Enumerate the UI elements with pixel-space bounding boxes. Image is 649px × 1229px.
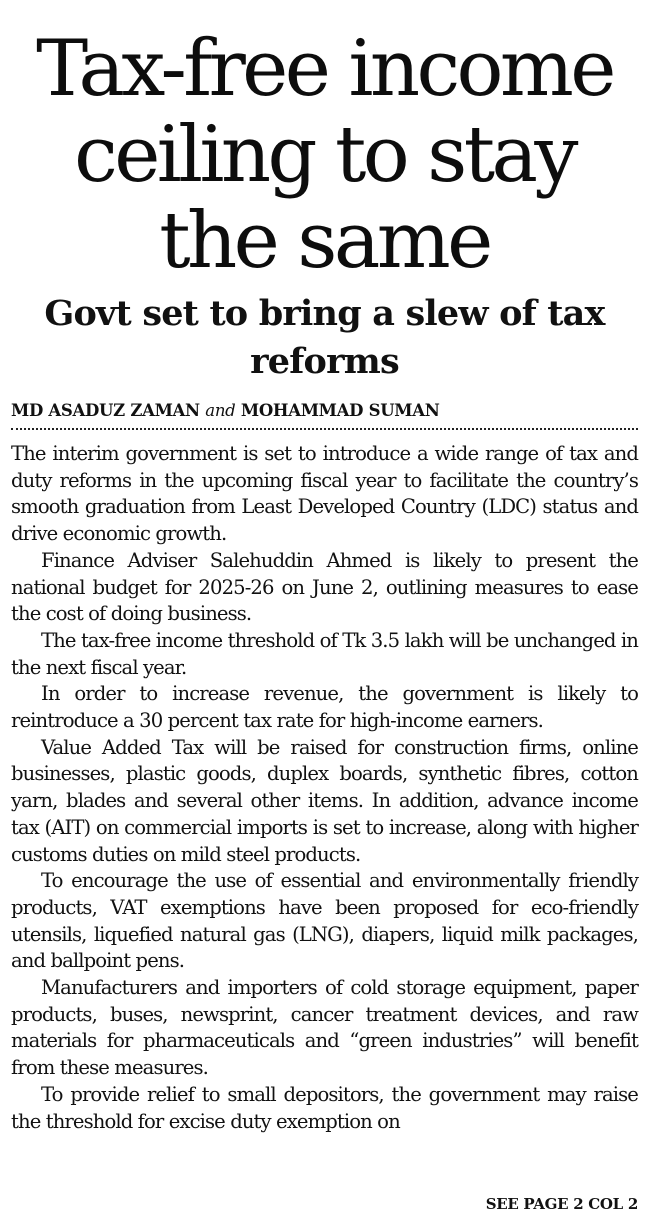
article-paragraph: To provide relief to small depositors, the government may raise the threshold for excise duty exemption on	[11, 1082, 638, 1133]
subheadline: Govt set to bring a slew of tax reforms	[44, 293, 605, 382]
article-paragraph: Manufacturers and importers of cold storage equipment, paper products, buses, newsprint, cancer treatment devices, and raw materials for pharmaceuticals and “green industries” will benefit from these measures.	[11, 976, 638, 1080]
byline-conjunction: and	[205, 401, 236, 420]
headline: Tax-free income ceiling to stay the same	[36, 24, 613, 286]
article-paragraph: The interim government is set to introduce a wide range of tax and duty reforms in the upcoming fiscal year to facilitate the country’s smooth graduation from Least Developed Country (LDC) status and drive economic growth.	[11, 442, 638, 546]
article-paragraph: The tax-free income threshold of Tk 3.5 lakh will be unchanged in the next fiscal year.	[11, 628, 638, 679]
article-paragraph: Value Added Tax will be raised for construction firms, online businesses, plastic goods, duplex boards, synthetic fibres, cotton yarn, blades and several other items. In addition, advance income tax (AIT) on commercial imports is set to increase, along with higher customs duties on mild steel products.	[11, 735, 638, 866]
article-paragraph: To encourage the use of essential and environmentally friendly products, VAT exemptions have been proposed for eco-friendly utensils, liquefied natural gas (LNG), diapers, liquid milk packages, and ballpoint pens.	[11, 869, 638, 973]
author-name: MOHAMMAD SUMAN	[240, 401, 440, 420]
article-body	[11, 441, 638, 1135]
article-paragraph: In order to increase revenue, the government is likely to reintroduce a 30 percent tax rate for high-income earners.	[11, 682, 638, 733]
byline	[11, 400, 638, 422]
dotted-divider	[11, 428, 638, 430]
author-name: MD ASADUZ ZAMAN	[11, 401, 200, 420]
continuation-jump-line: SEE PAGE 2 COL 2	[485, 1195, 638, 1213]
article-paragraph: Finance Adviser Salehuddin Ahmed is likely to present the national budget for 2025-26 on June 2, outlining measures to ease the cost of doing business.	[11, 548, 638, 626]
